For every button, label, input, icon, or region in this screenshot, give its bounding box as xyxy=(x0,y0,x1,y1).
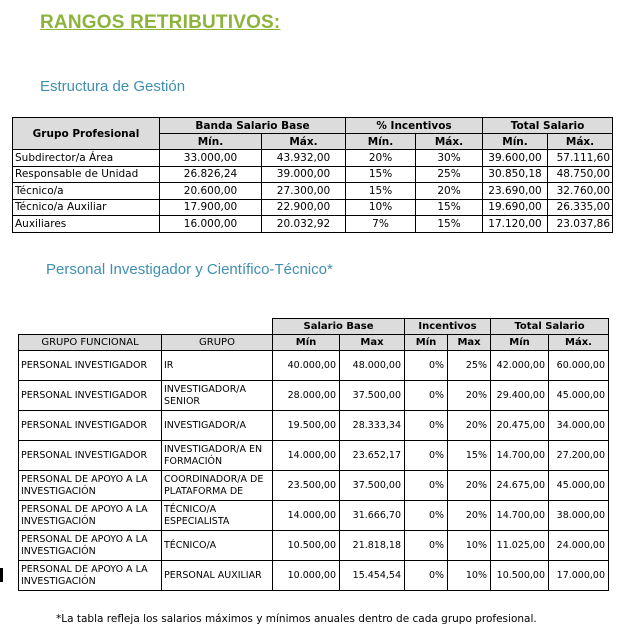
cell-base-max: 21.818,18 xyxy=(340,531,405,561)
header-grupo-profesional: Grupo Profesional xyxy=(13,118,160,150)
cell-base-max: 37.500,00 xyxy=(340,471,405,501)
cell-total-max: 48.750,00 xyxy=(548,166,613,183)
header-incentivos: % Incentivos xyxy=(346,118,483,134)
cell-total-max: 60.000,00 xyxy=(549,351,609,381)
cell-base-max: 48.000,00 xyxy=(340,351,405,381)
salary-table-gestion xyxy=(12,117,613,233)
cell-total-max: 45.000,00 xyxy=(549,381,609,411)
header-min: Mín. xyxy=(346,134,416,150)
cell-base-min: 23.500,00 xyxy=(273,471,340,501)
cell-incentivo-max: 15% xyxy=(416,216,483,233)
cell-incentivo-min: 10% xyxy=(346,199,416,216)
cell-grupo: INVESTIGADOR/A SENIOR xyxy=(162,381,273,411)
section-title-investigador: Personal Investigador y Científico-Técnico* xyxy=(46,261,333,278)
cell-total-min: 42.000,00 xyxy=(491,351,549,381)
table-row xyxy=(19,531,609,561)
header-max: Max xyxy=(448,335,491,351)
table-row xyxy=(19,381,609,411)
cell-grupo-funcional: PERSONAL INVESTIGADOR xyxy=(19,411,162,441)
cell-grupo: Responsable de Unidad xyxy=(13,166,160,183)
cell-incentivo-max: 20% xyxy=(448,501,491,531)
header-min: Mín xyxy=(405,335,448,351)
table-row xyxy=(13,150,613,167)
cell-total-min: 19.690,00 xyxy=(483,199,548,216)
cell-total-min: 10.500,00 xyxy=(491,561,549,591)
cell-base-max: 39.000,00 xyxy=(262,166,346,183)
edge-mark xyxy=(0,568,3,582)
cell-total-max: 23.037,86 xyxy=(548,216,613,233)
cell-total-max: 26.335,00 xyxy=(548,199,613,216)
cell-incentivo-max: 10% xyxy=(448,561,491,591)
cell-total-min: 39.600,00 xyxy=(483,150,548,167)
cell-base-max: 20.032,92 xyxy=(262,216,346,233)
cell-total-min: 17.120,00 xyxy=(483,216,548,233)
cell-total-max: 34.000,00 xyxy=(549,411,609,441)
header-max: Máx. xyxy=(416,134,483,150)
cell-grupo-funcional: PERSONAL DE APOYO A LA INVESTIGACIÓN xyxy=(19,561,162,591)
cell-incentivo-min: 0% xyxy=(405,411,448,441)
cell-base-min: 26.826,24 xyxy=(160,166,262,183)
cell-base-min: 16.000,00 xyxy=(160,216,262,233)
cell-incentivo-max: 20% xyxy=(448,471,491,501)
cell-total-min: 14.700,00 xyxy=(491,441,549,471)
cell-incentivo-min: 20% xyxy=(346,150,416,167)
cell-grupo-funcional: PERSONAL DE APOYO A LA INVESTIGACIÓN xyxy=(19,531,162,561)
cell-base-max: 31.666,70 xyxy=(340,501,405,531)
header-blank xyxy=(19,319,273,335)
table-header-row xyxy=(19,319,609,335)
cell-grupo-funcional: PERSONAL DE APOYO A LA INVESTIGACIÓN xyxy=(19,501,162,531)
header-incentivos: Incentivos xyxy=(405,319,491,335)
header-grupo: GRUPO xyxy=(162,335,273,351)
cell-base-max: 28.333,34 xyxy=(340,411,405,441)
cell-incentivo-min: 0% xyxy=(405,531,448,561)
cell-base-max: 37.500,00 xyxy=(340,381,405,411)
cell-incentivo-max: 10% xyxy=(448,531,491,561)
cell-base-max: 23.652,17 xyxy=(340,441,405,471)
page-title: RANGOS RETRIBUTIVOS: xyxy=(40,12,281,33)
cell-base-min: 14.000,00 xyxy=(273,501,340,531)
cell-incentivo-max: 15% xyxy=(416,199,483,216)
header-total-salario: Total Salario xyxy=(491,319,609,335)
cell-base-min: 10.000,00 xyxy=(273,561,340,591)
cell-incentivo-min: 15% xyxy=(346,166,416,183)
salary-table-investigador xyxy=(18,318,609,591)
table-row xyxy=(19,501,609,531)
cell-base-min: 40.000,00 xyxy=(273,351,340,381)
cell-base-min: 10.500,00 xyxy=(273,531,340,561)
cell-grupo: IR xyxy=(162,351,273,381)
cell-incentivo-min: 0% xyxy=(405,381,448,411)
cell-total-max: 38.000,00 xyxy=(549,501,609,531)
table-row xyxy=(19,561,609,591)
cell-incentivo-max: 25% xyxy=(448,351,491,381)
cell-incentivo-min: 0% xyxy=(405,441,448,471)
table-header-row xyxy=(13,118,613,134)
cell-grupo: Auxiliares xyxy=(13,216,160,233)
cell-grupo-funcional: PERSONAL INVESTIGADOR xyxy=(19,351,162,381)
header-max: Max xyxy=(340,335,405,351)
header-salario-base: Salario Base xyxy=(273,319,405,335)
table-row xyxy=(19,351,609,381)
cell-incentivo-max: 20% xyxy=(416,183,483,200)
cell-total-max: 17.000,00 xyxy=(549,561,609,591)
table-row xyxy=(19,441,609,471)
cell-incentivo-min: 0% xyxy=(405,561,448,591)
table-subheader-row xyxy=(19,335,609,351)
cell-base-max: 15.454,54 xyxy=(340,561,405,591)
header-grupo-funcional: GRUPO FUNCIONAL xyxy=(19,335,162,351)
cell-incentivo-min: 0% xyxy=(405,501,448,531)
cell-base-min: 33.000,00 xyxy=(160,150,262,167)
cell-incentivo-max: 20% xyxy=(448,381,491,411)
cell-total-max: 24.000,00 xyxy=(549,531,609,561)
cell-total-min: 30.850,18 xyxy=(483,166,548,183)
cell-grupo: TÉCNICO/A ESPECIALISTA xyxy=(162,501,273,531)
table-row xyxy=(13,183,613,200)
cell-grupo: Técnico/a Auxiliar xyxy=(13,199,160,216)
cell-grupo: PERSONAL AUXILIAR xyxy=(162,561,273,591)
cell-total-max: 32.760,00 xyxy=(548,183,613,200)
table-row xyxy=(13,216,613,233)
cell-grupo: Subdirector/a Área xyxy=(13,150,160,167)
table-row xyxy=(19,471,609,501)
cell-incentivo-max: 25% xyxy=(416,166,483,183)
cell-incentivo-max: 30% xyxy=(416,150,483,167)
cell-grupo-funcional: PERSONAL INVESTIGADOR xyxy=(19,381,162,411)
cell-total-min: 20.475,00 xyxy=(491,411,549,441)
footnote: *La tabla refleja los salarios máximos y mínimos anuales dentro de cada grupo profesional. xyxy=(56,613,537,625)
cell-grupo: Técnico/a xyxy=(13,183,160,200)
cell-total-min: 14.700,00 xyxy=(491,501,549,531)
table-row xyxy=(13,199,613,216)
cell-total-min: 29.400,00 xyxy=(491,381,549,411)
cell-total-max: 57.111,60 xyxy=(548,150,613,167)
cell-incentivo-min: 7% xyxy=(346,216,416,233)
table-row xyxy=(13,166,613,183)
cell-base-min: 19.500,00 xyxy=(273,411,340,441)
cell-total-max: 27.200,00 xyxy=(549,441,609,471)
header-min: Mín xyxy=(491,335,549,351)
cell-total-min: 23.690,00 xyxy=(483,183,548,200)
cell-incentivo-max: 15% xyxy=(448,441,491,471)
cell-base-min: 17.900,00 xyxy=(160,199,262,216)
cell-total-min: 11.025,00 xyxy=(491,531,549,561)
cell-base-max: 22.900,00 xyxy=(262,199,346,216)
cell-incentivo-min: 0% xyxy=(405,471,448,501)
cell-base-min: 20.600,00 xyxy=(160,183,262,200)
header-total-salario: Total Salario xyxy=(483,118,613,134)
cell-incentivo-min: 15% xyxy=(346,183,416,200)
header-max: Máx. xyxy=(262,134,346,150)
header-banda-salario: Banda Salario Base xyxy=(160,118,346,134)
cell-grupo-funcional: PERSONAL INVESTIGADOR xyxy=(19,441,162,471)
header-max: Máx. xyxy=(549,335,609,351)
header-min: Mín. xyxy=(483,134,548,150)
cell-grupo: INVESTIGADOR/A xyxy=(162,411,273,441)
header-min: Mín. xyxy=(160,134,262,150)
cell-total-min: 24.675,00 xyxy=(491,471,549,501)
cell-total-max: 45.000,00 xyxy=(549,471,609,501)
cell-incentivo-max: 20% xyxy=(448,411,491,441)
cell-grupo: TÉCNICO/A xyxy=(162,531,273,561)
cell-base-min: 28.000,00 xyxy=(273,381,340,411)
header-min: Mín xyxy=(273,335,340,351)
cell-base-min: 14.000,00 xyxy=(273,441,340,471)
cell-grupo: INVESTIGADOR/A EN FORMACIÓN xyxy=(162,441,273,471)
cell-base-max: 27.300,00 xyxy=(262,183,346,200)
cell-grupo: COORDINADOR/A DE PLATAFORMA DE xyxy=(162,471,273,501)
cell-base-max: 43.932,00 xyxy=(262,150,346,167)
table-row xyxy=(19,411,609,441)
cell-grupo-funcional: PERSONAL DE APOYO A LA INVESTIGACIÓN xyxy=(19,471,162,501)
section-title-gestion: Estructura de Gestión xyxy=(40,78,186,95)
header-max: Máx. xyxy=(548,134,613,150)
cell-incentivo-min: 0% xyxy=(405,351,448,381)
